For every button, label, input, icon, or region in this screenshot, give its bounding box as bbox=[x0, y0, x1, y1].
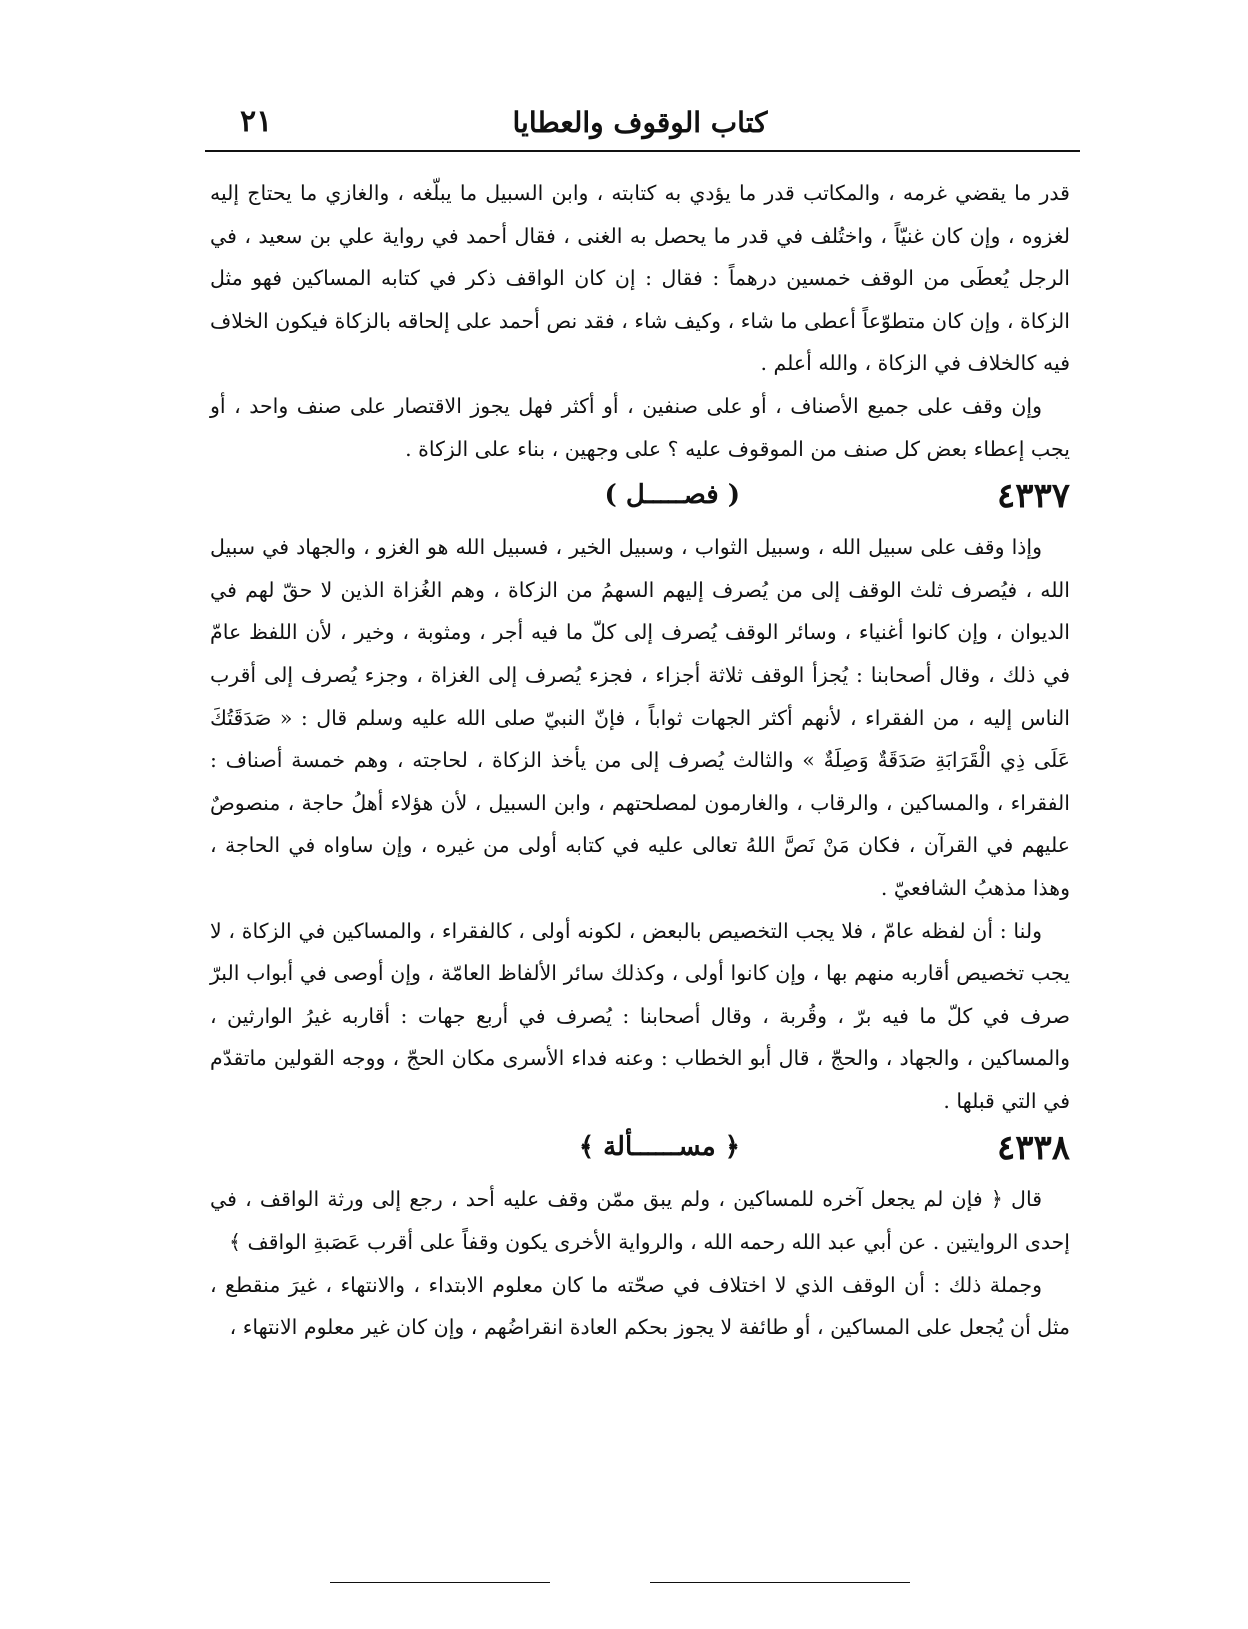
paragraph-2: وإن وقف على جميع الأصناف ، أو على صنفين ، أو أكثر فهل يجوز الاقتصار على صنف واحد ، أو يجب إعطاء بعض كل صنف من الموقوف عليه ؟ على وجهين ، بناء على الزكاة . bbox=[210, 393, 1070, 461]
page-body bbox=[210, 172, 1070, 1349]
header-rule bbox=[205, 150, 1080, 152]
paragraph-1: قدر ما يقضي غرمه ، والمكاتب قدر ما يؤدي به كتابته ، وابن السبيل ما يبلّغه ، والغازي ما يحتاج إليه لغزوه ، وإن كان غنيّاً ، واختُلف في قدر ما يحصل به الغنى ، فقال أحمد في رواية علي بن سعيد ، في الرجل يُعطَى من الوقف خمسين درهماً : فقال : إن كان الواقف ذكر في كتابه المساكين فهو مثل الزكاة ، وإن كان متطوّعاً أعطى ما شاء ، وكيف شاء ، فقد نص أحمد على إلحاقه بالزكاة فيكون الخلاف فيه كالخلاف في الزكاة ، والله أعلم . bbox=[210, 181, 1070, 376]
section-heading-4338 bbox=[210, 1126, 1070, 1172]
page-number: ٢١ bbox=[240, 104, 273, 139]
paragraph-6: وجملة ذلك : أن الوقف الذي لا اختلاف في صحّته ما كان معلوم الابتداء ، والانتهاء ، غيرَ منقطع ، مثل أن يُجعل على المساكين ، أو طائفة لا يجوز بحكم العادة انقراضُهم ، وإن كان غير معلوم الانتهاء ، bbox=[210, 1272, 1070, 1340]
footnote-rule bbox=[650, 1582, 910, 1583]
paragraph-5: قال ﴿ فإن لم يجعل آخره للمساكين ، ولم يبق ممّن وقف عليه أحد ، رجع إلى ورثة الواقف ، في إحدى الروايتين . عن أبي عبد الله رحمه الله ، والرواية الأخرى يكون وقفاً على أقرب عَصَبةِ الواقف ﴾ bbox=[210, 1187, 1070, 1255]
section-label: ( فصـــــل ) bbox=[604, 480, 740, 511]
section-number: ٤٣٣٨ bbox=[996, 1128, 1070, 1169]
running-title: كتاب الوقوف والعطايا bbox=[512, 106, 768, 139]
section-heading-4337 bbox=[210, 474, 1070, 520]
section-label: ﴿ مســــــألة ﴾ bbox=[578, 1132, 740, 1163]
section-number: ٤٣٣٧ bbox=[996, 476, 1070, 517]
page-header bbox=[210, 98, 1070, 148]
paragraph-4: ولنا : أن لفظه عامّ ، فلا يجب التخصيص بالبعض ، لكونه أولى ، كالفقراء ، والمساكين في الزكاة ، لا يجب تخصيص أقاربه منهم بها ، وإن كانوا أولى ، وكذلك سائر الألفاظ العامّة ، وإن أوصى في أبواب البرّ صرف في كلّ ما فيه برّ ، وقُربة ، وقال أصحابنا : يُصرف في أربع جهات : أقاربه غيرُ الوارثين ، والمساكين ، والجهاد ، والحجّ ، قال أبو الخطاب : وعنه فداء الأسرى مكان الحجّ ، ووجه القولين ماتقدّم في التي قبلها . bbox=[210, 918, 1070, 1113]
paragraph-3: وإذا وقف على سبيل الله ، وسبيل الثواب ، وسبيل الخير ، فسبيل الله هو الغزو ، والجهاد في سبيل الله ، فيُصرف ثلث الوقف إلى من يُصرف إليهم السهمُ من الزكاة ، وهم الغُزاة الذين لا حقّ لهم في الديوان ، وإن كانوا أغنياء ، وسائر الوقف يُصرف إلى كلّ ما فيه أجر ، ومثوبة ، وخير ، لأن اللفظ عامّ في ذلك ، وقال أصحابنا : يُجزأ الوقف ثلاثة أجزاء ، فجزء يُصرف إلى الغزاة ، وجزء يُصرف إلى أقرب الناس إليه ، من الفقراء ، لأنهم أكثر الجهات ثواباً ، فإنّ النبيّ صلى الله عليه وسلم قال : « صَدَقَتُكَ عَلَى ذِي الْقَرَابَةِ صَدَقَةٌ وَصِلَةٌ » والثالث يُصرف إلى من يأخذ الزكاة ، لحاجته ، وهم خمسة أصناف : الفقراء ، والمساكين ، والرقاب ، والغارمون لمصلحتهم ، وابن السبيل ، لأن هؤلاء أهلُ حاجة ، منصوصٌ عليهم في القرآن ، فكان مَنْ نَصَّ اللهُ تعالى عليه في كتابه أولى من غيره ، وإن ساواه في الحاجة ، وهذا مذهبُ الشافعيّ . bbox=[210, 535, 1070, 900]
footnote-rule bbox=[330, 1582, 550, 1583]
